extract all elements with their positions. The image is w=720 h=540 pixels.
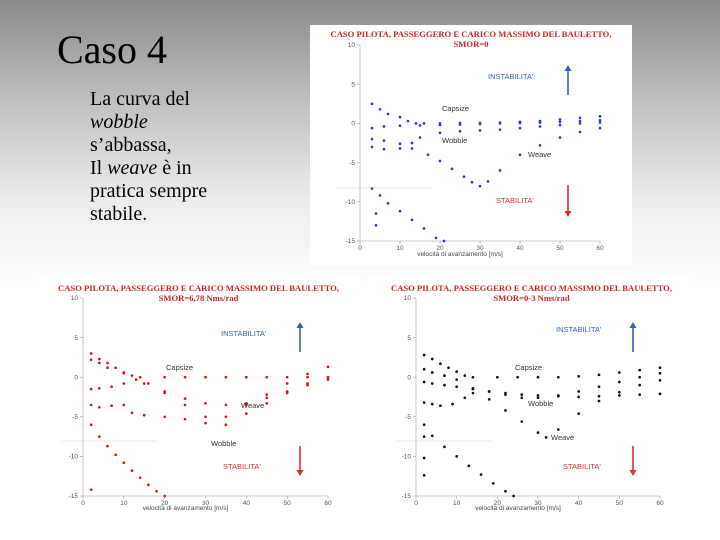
data-point-wobble xyxy=(618,394,621,397)
data-point-wobble xyxy=(577,396,580,399)
data-point-weave_drop xyxy=(98,435,101,438)
x-axis-label: velocità di avanzamento [m/s] xyxy=(417,251,503,258)
data-point-weave_drop xyxy=(480,473,483,476)
y-tick-label: -15 xyxy=(401,493,411,501)
data-point-capsize xyxy=(431,358,434,361)
data-point-weave_drop xyxy=(512,495,515,498)
chart-subtitle: SMOR=0-3 Nms/rad xyxy=(493,293,570,303)
data-point-weave xyxy=(286,392,289,395)
x-tick-label: 10 xyxy=(396,245,404,252)
data-point-weave xyxy=(539,144,542,147)
label-wobble: Wobble xyxy=(211,439,237,448)
x-tick-label: 40 xyxy=(575,500,583,507)
stability-arrow-head xyxy=(297,470,304,476)
x-tick-label: 0 xyxy=(358,245,362,252)
x-tick-label: 50 xyxy=(283,500,291,507)
label-capsize: Capsize xyxy=(166,363,194,372)
data-point-weave xyxy=(225,423,228,426)
x-tick-label: 30 xyxy=(534,500,542,507)
data-point-weave xyxy=(98,362,101,365)
data-point-weave_drop xyxy=(399,210,402,213)
chart-smor0 xyxy=(310,25,632,265)
data-point-weave xyxy=(451,168,454,171)
data-point-wobble_low xyxy=(431,403,434,406)
data-point-weave xyxy=(431,371,434,374)
data-point-weave xyxy=(122,372,125,375)
data-point-wobble_low xyxy=(479,129,482,132)
label-instability: INSTABILITA' xyxy=(488,72,534,81)
y-tick-label: 10 xyxy=(70,295,78,303)
data-point-wobble xyxy=(135,378,138,381)
data-point-capsize xyxy=(463,374,466,377)
data-point-weave_drop xyxy=(155,490,158,493)
data-point-wobble xyxy=(122,382,125,385)
data-point-weave xyxy=(559,136,562,139)
data-point-weave xyxy=(184,404,187,407)
text-line xyxy=(90,180,280,203)
data-point-wobble_low xyxy=(638,376,641,379)
data-point-wobble xyxy=(419,124,422,127)
data-point-wobble_low xyxy=(439,131,442,134)
data-point-wobble_low xyxy=(131,411,134,414)
data-point-weave_drop xyxy=(379,194,382,197)
y-tick-label: -10 xyxy=(345,199,355,206)
data-point-wobble_low xyxy=(423,401,426,404)
data-point-capsize xyxy=(306,376,309,379)
data-point-weave_drop xyxy=(455,455,458,458)
data-point-isolated xyxy=(423,457,426,460)
stability-arrow-head xyxy=(565,211,572,217)
x-tick-label: 50 xyxy=(615,500,623,507)
y-tick-label: 5 xyxy=(407,334,411,342)
data-point-weave xyxy=(519,153,522,156)
y-tick-label: -15 xyxy=(68,493,78,501)
data-point-weave xyxy=(598,400,601,403)
x-tick-label: 20 xyxy=(161,500,169,507)
data-point-wobble_low xyxy=(598,385,601,388)
data-point-weave_drop xyxy=(435,237,438,240)
data-point-capsize xyxy=(399,116,402,119)
data-point-wobble_low xyxy=(286,382,289,385)
data-point-wobble_low xyxy=(618,381,621,384)
stability-arrow-head xyxy=(630,470,637,476)
data-point-wobble xyxy=(443,384,446,387)
data-point-weave_drop xyxy=(443,240,446,243)
data-point-capsize xyxy=(184,376,187,379)
data-point-wobble xyxy=(598,395,601,398)
data-point-weave_drop xyxy=(492,482,495,485)
data-point-capsize xyxy=(496,376,499,379)
data-point-wobble xyxy=(265,396,268,399)
data-point-wobble_low xyxy=(371,146,374,149)
text-fragment: Il xyxy=(90,157,108,179)
x-tick-label: 60 xyxy=(324,500,332,507)
data-point-weave xyxy=(463,175,466,178)
data-point-wobble xyxy=(225,404,228,407)
data-point-weave xyxy=(427,153,430,156)
data-point-weave xyxy=(439,160,442,163)
chart-title: CASO PILOTA, PASSEGGERO E CARICO MASSIMO DEL BAULETTO, xyxy=(330,29,612,39)
text-fragment: è in xyxy=(157,157,192,179)
data-point-wobble_low xyxy=(463,396,466,399)
data-point-weave xyxy=(471,181,474,184)
y-tick-label: 0 xyxy=(407,374,411,382)
data-point-weave xyxy=(411,147,414,150)
data-point-weave xyxy=(487,180,490,183)
chart-title: CASO PILOTA, PASSEGGERO E CARICO MASSIMO DEL BAULETTO, xyxy=(57,283,340,293)
label-stability: STABILITA' xyxy=(496,196,534,205)
data-point-weave_drop xyxy=(163,495,166,498)
data-point-wobble_low xyxy=(327,366,330,369)
data-point-weave_drop xyxy=(468,465,471,468)
chart-subtitle: SMOR=0 xyxy=(453,39,489,49)
label-wobble: Wobble xyxy=(528,399,554,408)
data-point-isolated xyxy=(375,224,378,227)
data-point-capsize xyxy=(131,374,134,377)
data-point-wobble_low xyxy=(539,125,542,128)
text-fragment: La curva del xyxy=(90,88,190,110)
data-point-weave xyxy=(265,402,268,405)
data-point-capsize xyxy=(90,352,93,355)
data-point-wobble_low xyxy=(122,404,125,407)
data-point-weave xyxy=(245,412,248,415)
data-point-wobble xyxy=(455,385,458,388)
data-point-wobble_low xyxy=(439,404,442,407)
data-point-wobble_low xyxy=(143,414,146,417)
text-fragment: pratica sempre xyxy=(90,180,208,202)
data-point-capsize xyxy=(577,375,580,378)
data-point-wobble_low xyxy=(306,373,309,376)
data-point-wobble xyxy=(110,385,113,388)
data-point-wobble_low xyxy=(557,394,560,397)
data-point-weave xyxy=(659,379,662,382)
text-line xyxy=(90,203,280,226)
data-point-weave xyxy=(306,384,309,387)
data-point-capsize xyxy=(447,366,450,369)
data-point-capsize xyxy=(245,376,248,379)
data-point-weave xyxy=(106,366,109,369)
text-fragment: weave xyxy=(107,157,158,179)
chart-panel-smor678 xyxy=(36,278,361,520)
x-tick-label: 40 xyxy=(516,245,524,252)
data-point-weave_drop xyxy=(106,445,109,448)
data-point-capsize xyxy=(472,376,475,379)
data-point-weave xyxy=(90,358,93,361)
label-capsize: Capsize xyxy=(442,104,470,113)
data-point-capsize xyxy=(516,376,519,379)
x-axis-label: velocità di avanzamento [m/s] xyxy=(142,505,229,512)
instability-arrow-head xyxy=(630,322,637,328)
text-line xyxy=(90,157,280,180)
data-point-wobble xyxy=(439,124,442,127)
data-point-capsize xyxy=(163,376,166,379)
x-tick-label: 60 xyxy=(656,500,664,507)
y-tick-label: -5 xyxy=(349,159,355,167)
data-point-wobble_low xyxy=(599,121,602,124)
data-point-weave xyxy=(443,374,446,377)
label-instability: INSTABILITA' xyxy=(221,329,267,338)
text-fragment: wobble xyxy=(90,111,148,133)
data-point-weave_drop xyxy=(387,202,390,205)
x-tick-label: 0 xyxy=(414,500,418,507)
data-point-wobble_low xyxy=(459,130,462,133)
instability-arrow-head xyxy=(297,322,304,328)
label-instability: INSTABILITA' xyxy=(556,325,602,334)
data-point-weave_drop xyxy=(139,476,142,479)
data-point-wobble xyxy=(399,124,402,127)
data-point-capsize xyxy=(638,369,641,372)
chart-panel-smor03 xyxy=(371,278,692,520)
y-tick-label: 10 xyxy=(403,295,411,303)
data-point-weave xyxy=(399,142,402,145)
data-point-wobble_low xyxy=(411,142,414,145)
data-point-weave_drop xyxy=(423,227,426,230)
data-point-wobble_low xyxy=(472,392,475,395)
data-point-weave xyxy=(504,409,507,412)
data-point-capsize xyxy=(659,366,662,369)
slide-body-text xyxy=(90,88,280,226)
data-point-wobble_low xyxy=(659,372,662,375)
data-point-weave_drop xyxy=(504,490,507,493)
data-point-wobble xyxy=(423,381,426,384)
data-point-weave xyxy=(545,436,548,439)
text-fragment: s’abbassa, xyxy=(90,134,172,156)
data-point-wobble_low xyxy=(225,415,228,418)
x-tick-label: 0 xyxy=(81,500,85,507)
data-point-weave xyxy=(204,415,207,418)
y-tick-label: 5 xyxy=(351,81,355,89)
data-point-capsize xyxy=(423,122,426,125)
y-tick-label: 5 xyxy=(74,334,78,342)
data-point-capsize xyxy=(618,371,621,374)
data-point-capsize xyxy=(114,366,117,369)
data-point-wobble_low xyxy=(98,406,101,409)
data-point-weave_drop xyxy=(443,446,446,449)
data-point-weave xyxy=(520,420,523,423)
data-point-weave xyxy=(143,382,146,385)
data-point-wobble_low xyxy=(519,127,522,130)
data-point-capsize xyxy=(265,376,268,379)
text-fragment: stabile. xyxy=(90,203,148,225)
data-point-wobble xyxy=(659,392,662,395)
data-point-capsize xyxy=(537,376,540,379)
data-point-wobble_low xyxy=(499,128,502,131)
x-tick-label: 50 xyxy=(556,245,564,252)
data-point-wobble_low xyxy=(265,393,268,396)
data-point-capsize xyxy=(286,376,289,379)
data-point-wobble_low xyxy=(577,390,580,393)
data-point-weave_drop xyxy=(431,434,434,437)
data-point-wobble xyxy=(537,394,540,397)
chart-panel-smor0 xyxy=(310,25,632,265)
data-point-wobble xyxy=(204,402,207,405)
label-capsize: Capsize xyxy=(515,363,543,372)
text-line xyxy=(90,134,280,157)
label-stability: STABILITA' xyxy=(223,462,261,471)
data-point-weave xyxy=(371,138,374,141)
data-point-capsize xyxy=(379,108,382,111)
data-point-weave xyxy=(599,127,602,130)
data-point-wobble xyxy=(383,125,386,128)
data-point-capsize xyxy=(225,376,228,379)
chart-smor678 xyxy=(36,278,361,520)
y-tick-label: -5 xyxy=(72,414,78,421)
y-tick-label: 0 xyxy=(351,120,355,128)
data-point-weave xyxy=(455,378,458,381)
y-tick-label: -10 xyxy=(401,453,411,461)
data-point-wobble_low xyxy=(184,418,187,421)
data-point-wobble xyxy=(499,122,502,125)
x-tick-label: 10 xyxy=(453,500,461,507)
data-point-capsize xyxy=(579,117,582,120)
data-point-weave xyxy=(423,368,426,371)
data-point-wobble xyxy=(579,120,582,123)
data-point-weave xyxy=(163,392,166,395)
data-point-wobble_low xyxy=(399,147,402,150)
x-tick-label: 20 xyxy=(436,245,444,252)
data-point-capsize xyxy=(557,376,560,379)
data-point-wobble xyxy=(539,121,542,124)
data-point-wobble xyxy=(431,382,434,385)
data-point-capsize xyxy=(415,122,418,125)
data-point-weave_drop xyxy=(122,461,125,464)
data-point-weave_drop xyxy=(90,423,93,426)
chart-title: CASO PILOTA, PASSEGGERO E CARICO MASSIMO DEL BAULETTO, xyxy=(390,283,673,293)
data-point-capsize xyxy=(439,362,442,365)
data-point-capsize xyxy=(139,376,142,379)
data-point-wobble_low xyxy=(579,122,582,125)
y-tick-label: -15 xyxy=(345,238,355,246)
data-point-capsize xyxy=(407,120,410,123)
data-point-wobble_low xyxy=(204,422,207,425)
data-point-wobble_low xyxy=(110,404,113,407)
data-point-weave xyxy=(537,431,540,434)
data-point-wobble_low xyxy=(504,393,507,396)
data-point-wobble xyxy=(459,123,462,126)
data-point-weave_drop xyxy=(131,469,134,472)
data-point-weave_drop xyxy=(423,423,426,426)
chart-subtitle: SMOR=6,78 Nms/rad xyxy=(158,293,239,303)
data-point-weave_drop xyxy=(371,187,374,190)
x-tick-label: 60 xyxy=(596,245,604,252)
data-point-isolated xyxy=(423,435,426,438)
label-weave: Weave xyxy=(528,150,552,159)
x-tick-label: 20 xyxy=(493,500,501,507)
y-tick-label: 10 xyxy=(347,42,355,50)
data-point-wobble xyxy=(98,387,101,390)
label-stability: STABILITA' xyxy=(563,462,601,471)
data-point-weave xyxy=(557,428,560,431)
data-point-capsize xyxy=(387,113,390,116)
data-point-capsize xyxy=(98,358,101,361)
data-point-capsize xyxy=(559,118,562,121)
label-weave: Weave xyxy=(241,401,265,410)
data-point-capsize xyxy=(455,370,458,373)
x-tick-label: 30 xyxy=(476,245,484,252)
data-point-isolated xyxy=(90,488,93,491)
data-point-wobble xyxy=(519,122,522,125)
data-point-wobble_low xyxy=(90,404,93,407)
data-point-isolated xyxy=(423,474,426,477)
data-point-wobble xyxy=(184,397,187,400)
data-point-wobble xyxy=(371,127,374,130)
data-point-wobble_low xyxy=(520,396,523,399)
data-point-weave_drop xyxy=(411,218,414,221)
data-point-wobble xyxy=(559,120,562,123)
text-line xyxy=(90,88,280,111)
data-point-wobble_low xyxy=(419,136,422,139)
data-point-capsize xyxy=(423,354,426,357)
data-point-wobble_low xyxy=(559,124,562,127)
data-point-wobble_low xyxy=(451,403,454,406)
data-point-capsize xyxy=(598,373,601,376)
data-point-wobble xyxy=(327,376,330,379)
x-axis-label: velocità di avanzamento [m/s] xyxy=(475,505,561,512)
data-point-weave xyxy=(488,398,491,401)
y-tick-label: -10 xyxy=(68,453,78,461)
x-tick-label: 10 xyxy=(120,500,128,507)
data-point-weave xyxy=(579,131,582,134)
data-point-weave xyxy=(479,185,482,188)
slide-title: Caso 4 xyxy=(57,27,167,72)
data-point-capsize xyxy=(204,376,207,379)
data-point-weave_drop xyxy=(147,484,150,487)
data-point-capsize xyxy=(106,362,109,365)
data-point-capsize xyxy=(371,102,374,105)
data-point-weave xyxy=(618,391,621,394)
x-tick-label: 40 xyxy=(242,500,250,507)
label-weave: Weave xyxy=(551,433,575,442)
data-point-wobble xyxy=(599,119,602,122)
data-point-wobble xyxy=(479,123,482,126)
data-point-weave xyxy=(327,378,330,381)
data-point-wobble xyxy=(147,382,150,385)
data-point-wobble_low xyxy=(383,148,386,151)
y-tick-label: 0 xyxy=(74,374,78,382)
chart-smor03 xyxy=(371,278,692,520)
data-point-weave xyxy=(577,412,580,415)
instability-arrow-head xyxy=(565,65,572,71)
data-point-wobble xyxy=(638,393,641,396)
data-point-wobble xyxy=(90,388,93,391)
data-point-capsize xyxy=(599,115,602,118)
data-point-weave_drop xyxy=(114,453,117,456)
data-point-isolated xyxy=(375,212,378,215)
text-line xyxy=(90,111,280,134)
y-tick-label: -5 xyxy=(405,414,411,421)
data-point-weave xyxy=(499,169,502,172)
data-point-wobble_low xyxy=(163,415,166,418)
data-point-weave xyxy=(638,384,641,387)
data-point-weave xyxy=(383,139,386,142)
label-wobble: Wobble xyxy=(442,136,468,145)
x-tick-label: 30 xyxy=(201,500,210,507)
data-point-wobble xyxy=(520,393,523,396)
data-point-weave xyxy=(472,387,475,390)
data-point-wobble_low xyxy=(488,390,491,393)
